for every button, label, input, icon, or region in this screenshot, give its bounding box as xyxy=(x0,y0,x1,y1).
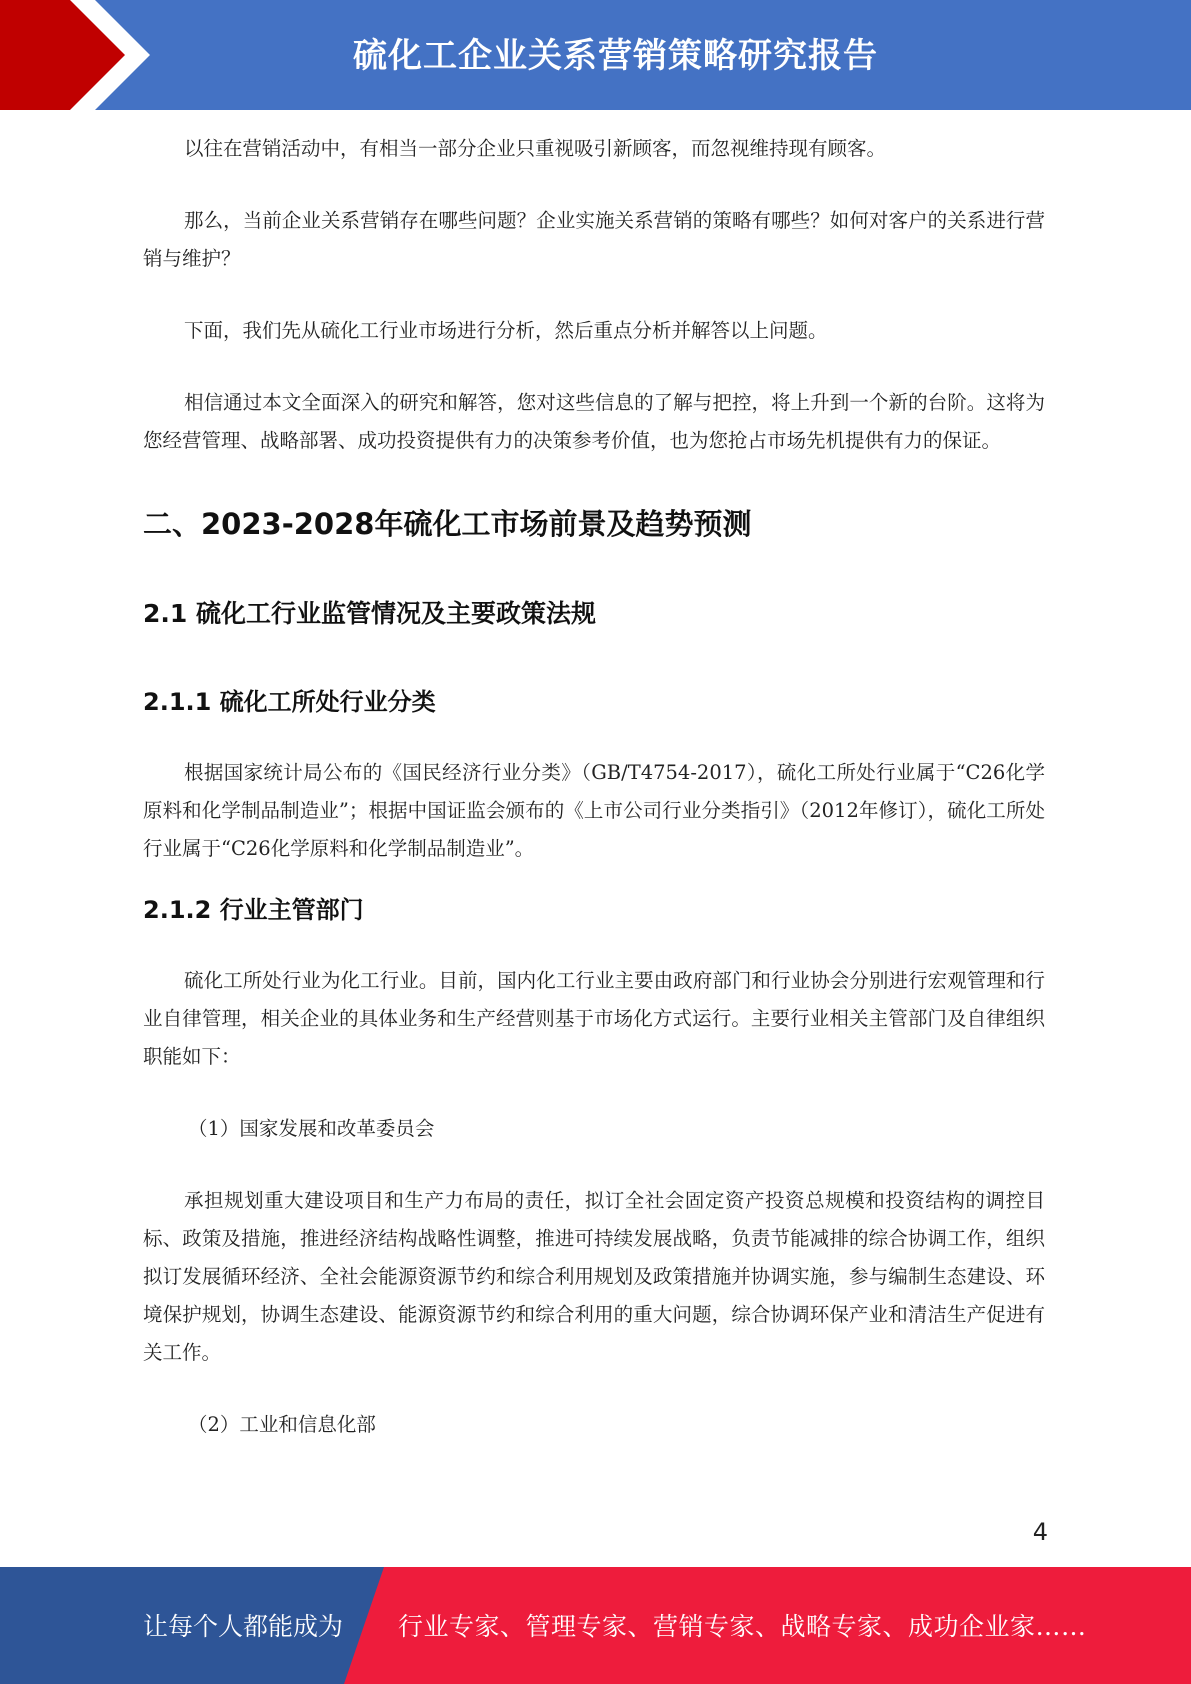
list-item-ndrc: （1）国家发展和改革委员会 xyxy=(188,1117,435,1140)
subsection-heading-2-1-1: 2.1.1 硫化工所处行业分类 xyxy=(143,688,436,716)
page-footer xyxy=(0,1567,1191,1684)
page-header xyxy=(0,0,1191,110)
section-heading-2: 二、2023-2028年硫化工市场前景及趋势预测 xyxy=(143,507,752,541)
paragraph-ndrc-duties: 承担规划重大建设项目和生产力布局的责任，拟订全社会固定资产投资总规模和投资结构的调控目标、政策及措施，推进经济结构战略性调整，推进可持续发展战略，负责节能减排的综合协调工作，组织拟订发展循环经济、全社会能源资源节约和综合利用规划及政策措施并协调实施，参与编制生态建设、环境保护规划，协调生态建设、能源资源节约和综合利用的重大问题，综合协调环保产业和清洁生产促进有关工作。 xyxy=(143,1189,1045,1364)
subsection-heading-2-1-2: 2.1.2 行业主管部门 xyxy=(143,896,364,924)
subsection-heading-2-1: 2.1 硫化工行业监管情况及主要政策法规 xyxy=(143,599,596,628)
document-body xyxy=(143,130,1045,1444)
report-title: 硫化工企业关系营销策略研究报告 xyxy=(353,36,878,76)
paragraph-intro-2: 那么，当前企业关系营销存在哪些问题？企业实施关系营销的策略有哪些？如何对客户的关系进行营销与维护？ xyxy=(143,209,1045,270)
footer-slogan-right: 行业专家、管理专家、营销专家、战略专家、成功企业家…… xyxy=(398,1612,1087,1641)
paragraph-intro-4: 相信通过本文全面深入的研究和解答，您对这些信息的了解与把控，将上升到一个新的台阶。这将为您经营管理、战略部署、成功投资提供有力的决策参考价值，也为您抢占市场先机提供有力的保证。 xyxy=(143,391,1045,452)
paragraph-regulators: 硫化工所处行业为化工行业。目前，国内化工行业主要由政府部门和行业协会分别进行宏观管理和行业自律管理，相关企业的具体业务和生产经营则基于市场化方式运行。主要行业相关主管部门及自律组织职能如下： xyxy=(143,969,1045,1068)
paragraph-intro-3: 下面，我们先从硫化工行业市场进行分析，然后重点分析并解答以上问题。 xyxy=(184,319,828,342)
page-number: 4 xyxy=(1032,1518,1048,1546)
list-item-miit: （2）工业和信息化部 xyxy=(188,1413,376,1436)
paragraph-industry-classification: 根据国家统计局公布的《国民经济行业分类》（GB/T4754-2017），硫化工所处行业属于“C26化学原料和化学制品制造业”；根据中国证监会颁布的《上市公司行业分类指引》（2012年修订），硫化工所处行业属于“C26化学原料和化学制品制造业”。 xyxy=(143,761,1045,860)
paragraph-intro-1: 以往在营销活动中，有相当一部分企业只重视吸引新顾客，而忽视维持现有顾客。 xyxy=(184,137,887,160)
footer-slogan-left: 让每个人都能成为 xyxy=(143,1612,344,1641)
